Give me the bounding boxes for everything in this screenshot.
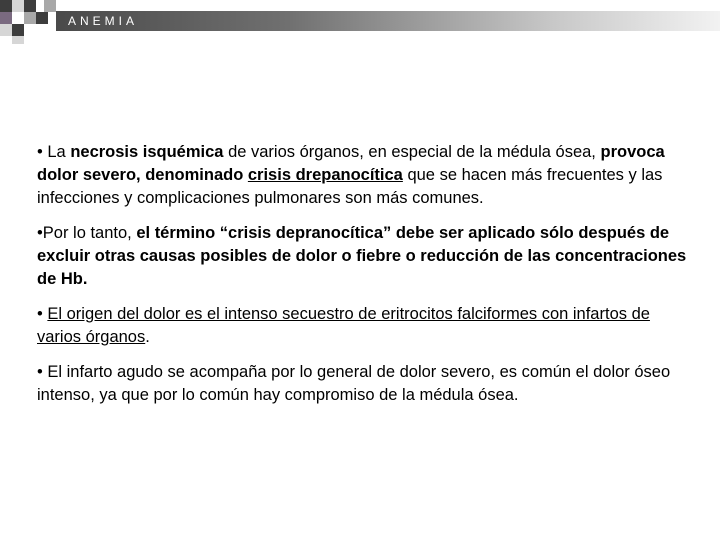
p1-bold-dolor: provoca dolor severo, denominado xyxy=(37,143,665,184)
paragraph-termino xyxy=(37,222,689,291)
p1-bold-necrosis: necrosis isquémica xyxy=(70,143,224,161)
header-square-light-1 xyxy=(12,0,24,12)
p1-text-end: que se hacen más frecuentes y las infecciones y complicaciones pulmonares son más comunes. xyxy=(37,166,663,207)
header-square-dark-4 xyxy=(36,12,48,24)
paragraph-necrosis xyxy=(37,141,689,210)
slide-body xyxy=(37,141,689,419)
header-square-purple xyxy=(0,12,12,24)
header-square-dark-1 xyxy=(0,0,12,12)
header-square-light-2 xyxy=(0,24,12,36)
paragraph-origen xyxy=(37,303,689,349)
p3-lead: • xyxy=(37,305,48,323)
p1-crisis-term: crisis drepanocítica xyxy=(247,166,403,184)
paragraph-infarto xyxy=(37,361,689,407)
p1-text-organs: de varios órganos, en especial de la médula ósea, xyxy=(223,143,601,161)
p3-underlined: El origen del dolor es el intenso secuestro de eritrocitos falciformes con infartos de varios órganos xyxy=(37,305,650,346)
p3-end: . xyxy=(145,328,150,346)
header-square-mid-1 xyxy=(44,0,56,12)
header-square-dark-3 xyxy=(12,24,24,36)
header-square-dark-2 xyxy=(24,0,36,12)
p2-lead: •Por lo tanto, xyxy=(37,224,137,242)
header-square-mid-2 xyxy=(24,12,36,24)
p1-lead: • La xyxy=(37,143,71,161)
header-square-light-3 xyxy=(12,36,24,44)
slide-title: ANEMIA xyxy=(68,14,139,28)
title-bar xyxy=(56,11,720,31)
p2-bold: el término “crisis depranocítica” debe ser aplicado sólo después de excluir otras causas posibles de dolor o fiebre o reducción de las concentraciones de Hb. xyxy=(37,224,687,288)
p4-text: • El infarto agudo se acompaña por lo general de dolor severo, es común el dolor óseo intenso, ya que por lo común hay compromiso de la médula ósea. xyxy=(37,363,671,404)
